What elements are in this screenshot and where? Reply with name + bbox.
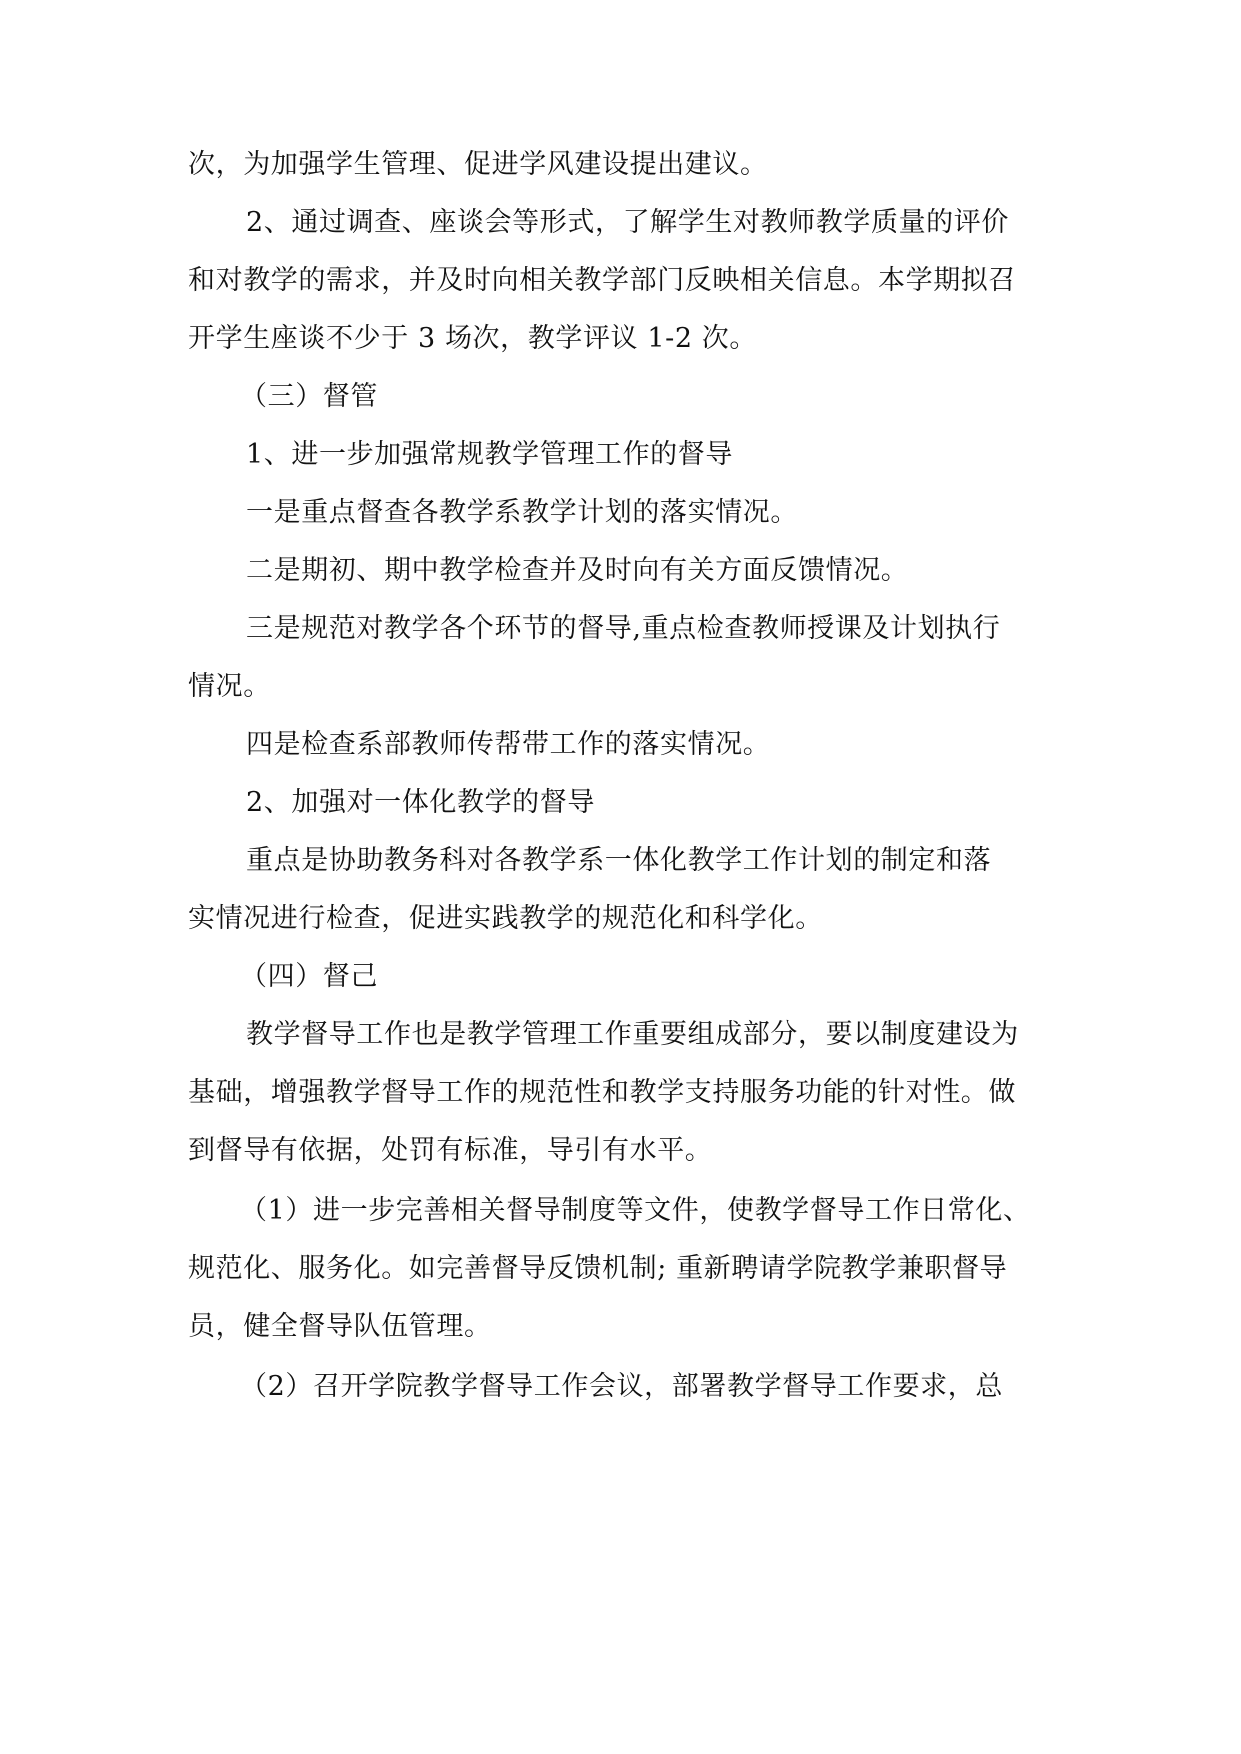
item-3-line-1: 三是规范对教学各个环节的督导,重点检查教师授课及计划执行 bbox=[246, 613, 1001, 644]
paragraph-2-line-1: 2、通过调查、座谈会等形式，了解学生对教师教学质量的评价 bbox=[246, 207, 1009, 238]
paragraph-1-line-1: 次，为加强学生管理、促进学风建设提出建议。 bbox=[188, 149, 768, 180]
item-1: 一是重点督查各教学系教学计划的落实情况。 bbox=[246, 497, 798, 528]
item-2: 二是期初、期中教学检查并及时向有关方面反馈情况。 bbox=[246, 555, 909, 586]
item-4: 四是检查系部教师传帮带工作的落实情况。 bbox=[246, 729, 771, 760]
paragraph-supervision-line-2: 基础，增强教学督导工作的规范性和教学支持服务功能的针对性。做 bbox=[188, 1077, 1016, 1108]
section-heading-4: （四）督己 bbox=[240, 961, 378, 992]
paragraph-supervision-line-1: 教学督导工作也是教学管理工作重要组成部分，要以制度建设为 bbox=[246, 1019, 1019, 1050]
subheading-1: 1、进一步加强常规教学管理工作的督导 bbox=[246, 439, 733, 470]
paragraph-focus-line-2: 实情况进行检查，促进实践教学的规范化和科学化。 bbox=[188, 903, 823, 934]
subheading-2: 2、加强对一体化教学的督导 bbox=[246, 787, 595, 818]
numbered-item-1-line-1: （1）进一步完善相关督导制度等文件，使教学督导工作日常化、 bbox=[240, 1195, 1031, 1226]
item-3-line-2: 情况。 bbox=[188, 671, 271, 702]
paragraph-supervision-line-3: 到督导有依据，处罚有标准，导引有水平。 bbox=[188, 1135, 713, 1166]
paragraph-focus-line-1: 重点是协助教务科对各教学系一体化教学工作计划的制定和落 bbox=[246, 845, 992, 876]
numbered-item-1-line-3: 员，健全督导队伍管理。 bbox=[188, 1311, 492, 1342]
numbered-item-1-line-2: 规范化、服务化。如完善督导反馈机制; 重新聘请学院教学兼职督导 bbox=[188, 1253, 1008, 1284]
section-heading-3: （三）督管 bbox=[240, 381, 378, 412]
numbered-item-2-line-1: （2）召开学院教学督导工作会议，部署教学督导工作要求，总 bbox=[240, 1371, 1003, 1402]
paragraph-2-line-3: 开学生座谈不少于 3 场次，教学评议 1-2 次。 bbox=[188, 323, 757, 354]
paragraph-2-line-2: 和对教学的需求，并及时向相关教学部门反映相关信息。本学期拟召 bbox=[188, 265, 1016, 296]
